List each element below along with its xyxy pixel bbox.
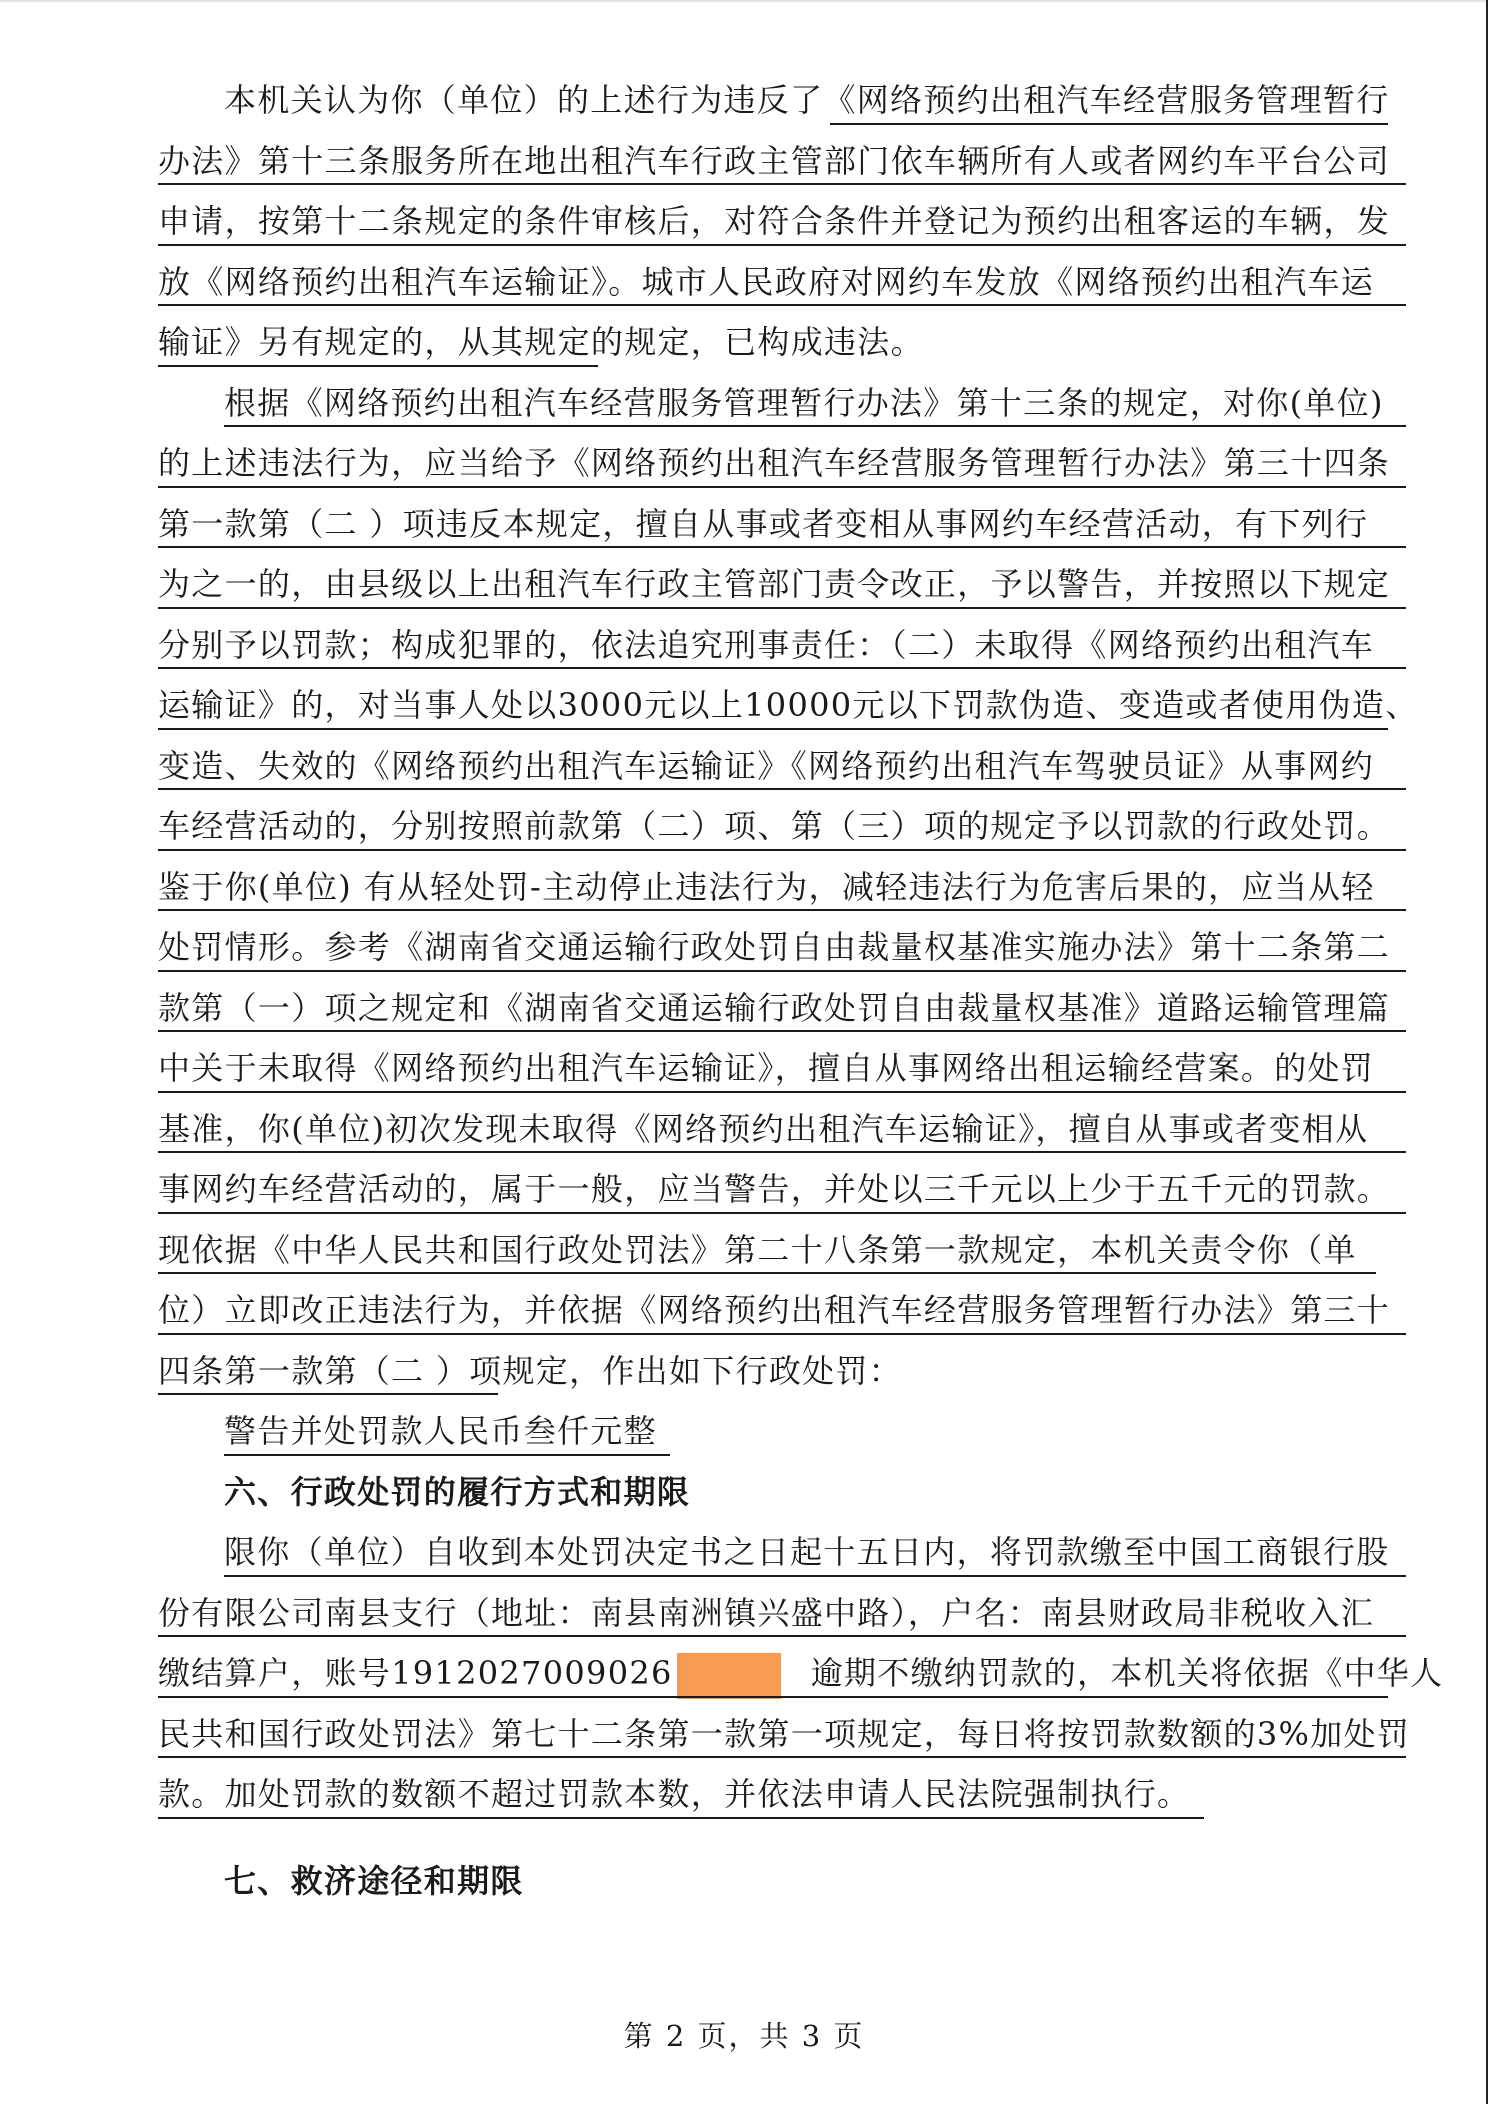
text-line: 事网约车经营活动的，属于一般，应当警告，并处以三千元以上少于五千元的罚款。 [158, 1159, 1408, 1220]
text-line: 的上述违法行为，应当给予《网络预约出租汽车经营服务管理暂行办法》第三十四条 [158, 433, 1408, 494]
text-line: 份有限公司南县支行（地址：南县南洲镇兴盛中路），户名：南县财政局非税收入汇 [158, 1583, 1408, 1644]
text-line: 车经营活动的，分别按照前款第（二）项、第（三）项的规定予以罚款的行政处罚。 [158, 796, 1408, 857]
text-line: 第一款第（二 ）项违反本规定，擅自从事或者变相从事网约车经营活动，有下列行 [158, 494, 1408, 555]
text-line: 中关于未取得《网络预约出租汽车运输证》，擅自从事网络出租运输经营案。的处罚 [158, 1038, 1408, 1099]
paragraph-violation [158, 70, 1408, 373]
section-6-title: 六、行政处罚的履行方式和期限 [224, 1472, 691, 1511]
page-number-footer: 第 2 页，共 3 页 [623, 2019, 865, 2053]
text-line: 基准，你(单位)初次发现未取得《网络预约出租汽车运输证》，擅自从事或者变相从 [158, 1099, 1408, 1160]
text-line: 现依据《中华人民共和国行政处罚法》第二十八条第一款规定，本机关责令你（单 [158, 1220, 1408, 1281]
penalty-decision: 警告并处罚款人民币叁仟元整 [158, 1401, 1408, 1462]
text-line: 本机关认为你（单位）的上述行为违反了《网络预约出租汽车经营服务管理暂行 [158, 70, 1408, 131]
text-line: 为之一的，由县级以上出租汽车行政主管部门责令改正，予以警告，并按照以下规定 [158, 554, 1408, 615]
text-line: 放《网络预约出租汽车运输证》。城市人民政府对网约车发放《网络预约出租汽车运 [158, 252, 1408, 313]
text-line: 变造、失效的《网络预约出租汽车运输证》《网络预约出租汽车驾驶员证》从事网约 [158, 736, 1408, 797]
page-top-shadow [0, 0, 1488, 3]
text-line: 分别予以罚款；构成犯罪的，依法追究刑事责任：（二）未取得《网络预约出租汽车 [158, 615, 1408, 676]
document-body [158, 70, 1444, 1911]
text-line: 申请，按第十二条规定的条件审核后，对符合条件并登记为预约出租客运的车辆，发 [158, 191, 1408, 252]
text-line: 四条第一款第（二 ）项规定，作出如下行政处罚： [158, 1341, 1408, 1402]
text-line: 限你（单位）自收到本处罚决定书之日起十五日内，将罚款缴至中国工商银行股 [158, 1522, 1408, 1583]
text-line: 处罚情形。参考《湖南省交通运输行政处罚自由裁量权基准实施办法》第十二条第二 [158, 917, 1408, 978]
text-line: 款第（一）项之规定和《湖南省交通运输行政处罚自由裁量权基准》道路运输管理篇 [158, 978, 1408, 1039]
text-line: 输证》另有规定的，从其规定的规定，已构成违法。 [158, 312, 1408, 373]
text-line: 根据《网络预约出租汽车经营服务管理暂行办法》第十三条的规定，对你(单位) [158, 373, 1408, 434]
text-line: 位）立即改正违法行为，并依据《网络预约出租汽车经营服务管理暂行办法》第三十 [158, 1280, 1408, 1341]
text-line: 办法》第十三条服务所在地出租汽车行政主管部门依车辆所有人或者网约车平台公司 [158, 131, 1408, 192]
paragraph-legal-basis [158, 373, 1419, 1402]
section-7-title: 七、救济途径和期限 [224, 1861, 524, 1900]
paragraph-payment [158, 1522, 1444, 1825]
text-line: 款。加处罚款的数额不超过罚款本数，并依法申请人民法院强制执行。 [158, 1764, 1408, 1825]
text-line: 缴结算户，账号1912027009026 逾期不缴纳罚款的，本机关将依据《中华人 [158, 1643, 1408, 1704]
text-line: 民共和国行政处罚法》第七十二条第一款第一项规定，每日将按罚款数额的3%加处罚 [158, 1704, 1408, 1765]
account-number-text: 缴结算户，账号1912027009026 [158, 1654, 673, 1692]
text-line: 运输证》的，对当事人处以3000元以上10000元以下罚款伪造、变造或者使用伪造、 [158, 675, 1408, 736]
redaction-block [677, 1653, 781, 1699]
text-line: 鉴于你(单位) 有从轻处罚-主动停止违法行为，减轻违法行为危害后果的，应当从轻 [158, 857, 1408, 918]
